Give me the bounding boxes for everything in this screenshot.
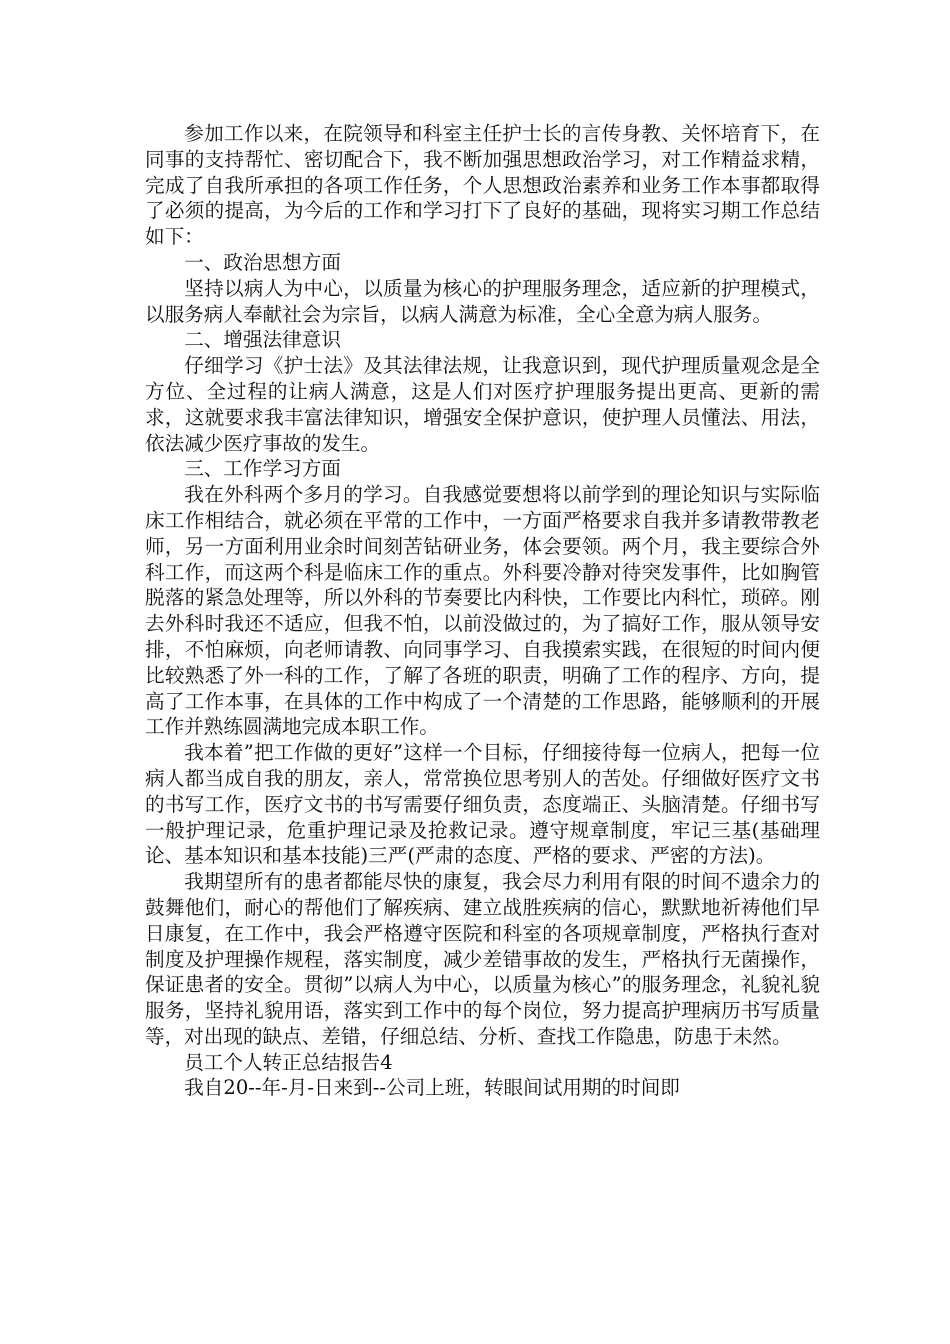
paragraph-report-4-start: 我自20--年-月-日来到--公司上班，转眼间试用期的时间即 bbox=[184, 1076, 680, 1100]
paragraph-politics: 坚持以病人为中心，以质量为核心的护理服务理念，适应新的护理模式，以服务病人奉献社会为宗旨，以病人满意为标准，全心全意为病人服务。 bbox=[145, 276, 820, 326]
paragraph-surgery-study: 我在外科两个多月的学习。自我感觉要想将以前学到的理论知识与实际临床工作相结合，就必须在平常的工作中，一方面严格要求自我并多请教带教老师，另一方面利用业余时间刻苦钻研业务，体会要领。两个月，我主要综合外科工作，而这两个科是临床工作的重点。外科要冷静对待突发事件，比如胸管脱落的紧急处理等，所以外科的节奏要比内科快，工作要比内科忙，琐碎。刚去外科时我还不适应，但我不怕，以前没做过的，为了搞好工作，服从领导安排，不怕麻烦，向老师请教、向同事学习、自我摸索实践，在很短的时间内便比较熟悉了外一科的工作，了解了各班的职责，明确了工作的程序、方向，提高了工作本事，在具体的工作中构成了一个清楚的工作思路，能够顺利的开展工作并熟练圆满地完成本职工作。 bbox=[145, 483, 820, 739]
document-page bbox=[145, 121, 820, 1101]
paragraph-intro: 参加工作以来，在院领导和科室主任护士长的言传身教、关怀培育下，在同事的支持帮忙、密切配合下，我不断加强思想政治学习，对工作精益求精，完成了自我所承担的各项工作任务，个人思想政治素养和业务工作本事都取得了必须的提高，为今后的工作和学习打下了良好的基础，现将实习期工作总结如下： bbox=[145, 122, 820, 249]
section-heading-politics: 一、政治思想方面 bbox=[184, 250, 341, 274]
section-heading-law: 二、增强法律意识 bbox=[184, 328, 341, 352]
paragraph-law: 仔细学习《护士法》及其法律法规，让我意识到，现代护理质量观念是全方位、全过程的让病人满意，这是人们对医疗护理服务提出更高、更新的需求，这就要求我丰富法律知识，增强安全保护意识，使护理人员懂法、用法，依法减少医疗事故的发生。 bbox=[145, 354, 820, 455]
paragraph-recovery-hope: 我期望所有的患者都能尽快的康复，我会尽力利用有限的时间不遗余力的鼓舞他们，耐心的帮他们了解疾病、建立战胜疾病的信心，默默地祈祷他们早日康复，在工作中，我会严格遵守医院和科室的各项规章制度，严格执行查对制度及护理操作规程，落实制度，减少差错事故的发生，严格执行无菌操作，保证患者的安全。贯彻”以病人为中心，以质量为核心”的服务理念，礼貌礼貌服务，坚持礼貌用语，落实到工作中的每个岗位，努力提高护理病历书写质量等，对出现的缺点、差错，仔细总结、分析、查找工作隐患，防患于未然。 bbox=[145, 870, 820, 1048]
report-title-4: 员工个人转正总结报告4 bbox=[184, 1050, 393, 1074]
section-heading-work-study: 三、工作学习方面 bbox=[184, 457, 341, 481]
paragraph-patient-care: 我本着”把工作做的更好”这样一个目标，仔细接待每一位病人，把每一位病人都当成自我的朋友，亲人，常常换位思考别人的苦处。仔细做好医疗文书的书写工作，医疗文书的书写需要仔细负责，态度端正、头脑清楚。仔细书写一般护理记录，危重护理记录及抢救记录。遵守规章制度，牢记三基(基础理论、基本知识和基本技能)三严(严肃的态度、严格的要求、严密的方法)。 bbox=[145, 741, 820, 868]
